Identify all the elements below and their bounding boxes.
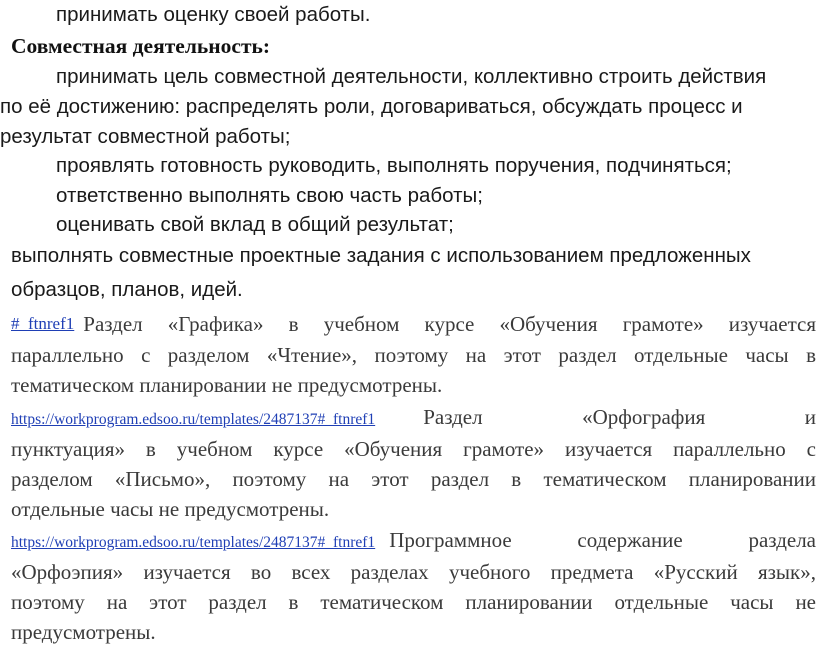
paragraph-projects-line-2: образцов, планов, идей. <box>11 278 243 301</box>
footnote-2-line-4: отдельные часы не предусмотрены. <box>11 497 330 521</box>
paragraph-goal-line-1: принимать цель совместной деятельности, коллективно строить действия <box>56 65 767 88</box>
paragraph-goal-line-2 <box>0 94 815 120</box>
paragraph-readiness: проявлять готовность руководить, выполнять поручения, подчиняться; <box>56 154 732 177</box>
footnote-2-link[interactable]: https://workprogram.edsoo.ru/templates/2487137#_ftnref1 <box>11 411 376 428</box>
paragraph-goal-line-3: результат совместной работы; <box>0 125 291 148</box>
footnote-2-line-3: разделом «Письмо», поэтому на этот раздел в тематическом планировании <box>11 467 816 491</box>
footnote-1-line-1 <box>11 311 816 337</box>
footnote-1-line-2: параллельно с разделом «Чтение», поэтому на этот раздел отдельные часы в <box>11 343 816 367</box>
paragraph-projects-line-1: выполнять совместные проектные задания с использованием предложенных <box>11 244 751 267</box>
section-heading: Совместная деятельность: <box>11 34 271 58</box>
footnote-3-line-2: «Орфоэпия» изучается во всех разделах учебного предмета «Русский язык», <box>11 560 816 584</box>
footnote-3-text-1: Программное содержание раздела <box>389 528 816 552</box>
footnote-1-text-1: Раздел «Графика» в учебном курсе «Обучения грамоте» изучается <box>83 312 816 336</box>
footnote-2-text-1: Раздел «Орфография и <box>423 405 816 429</box>
footnote-3-line-4: предусмотрены. <box>11 620 156 644</box>
footnote-3-link[interactable]: https://workprogram.edsoo.ru/templates/2487137#_ftnref1 <box>11 534 376 551</box>
footnote-3-line-3: поэтому на этот раздел в тематическом планировании отдельные часы не <box>11 590 816 614</box>
footnote-2-line-2: пунктуация» в учебном курсе «Обучения грамоте» изучается параллельно с <box>11 437 816 461</box>
footnote-1-link[interactable]: #_ftnref1 <box>11 314 75 333</box>
text-line-assessment: принимать оценку своей работы. <box>56 3 371 26</box>
paragraph-goal-line-2-text: по её достижению: распределять роли, договариваться, обсуждать процесс и <box>0 95 743 118</box>
paragraph-responsibility: ответственно выполнять свою часть работы; <box>56 184 483 207</box>
footnote-3-line-1 <box>11 527 816 556</box>
paragraph-contribution: оценивать свой вклад в общий результат; <box>56 213 454 236</box>
footnote-2-line-1 <box>11 404 816 433</box>
footnote-1-line-3: тематическом планировании не предусмотрены. <box>11 373 443 397</box>
